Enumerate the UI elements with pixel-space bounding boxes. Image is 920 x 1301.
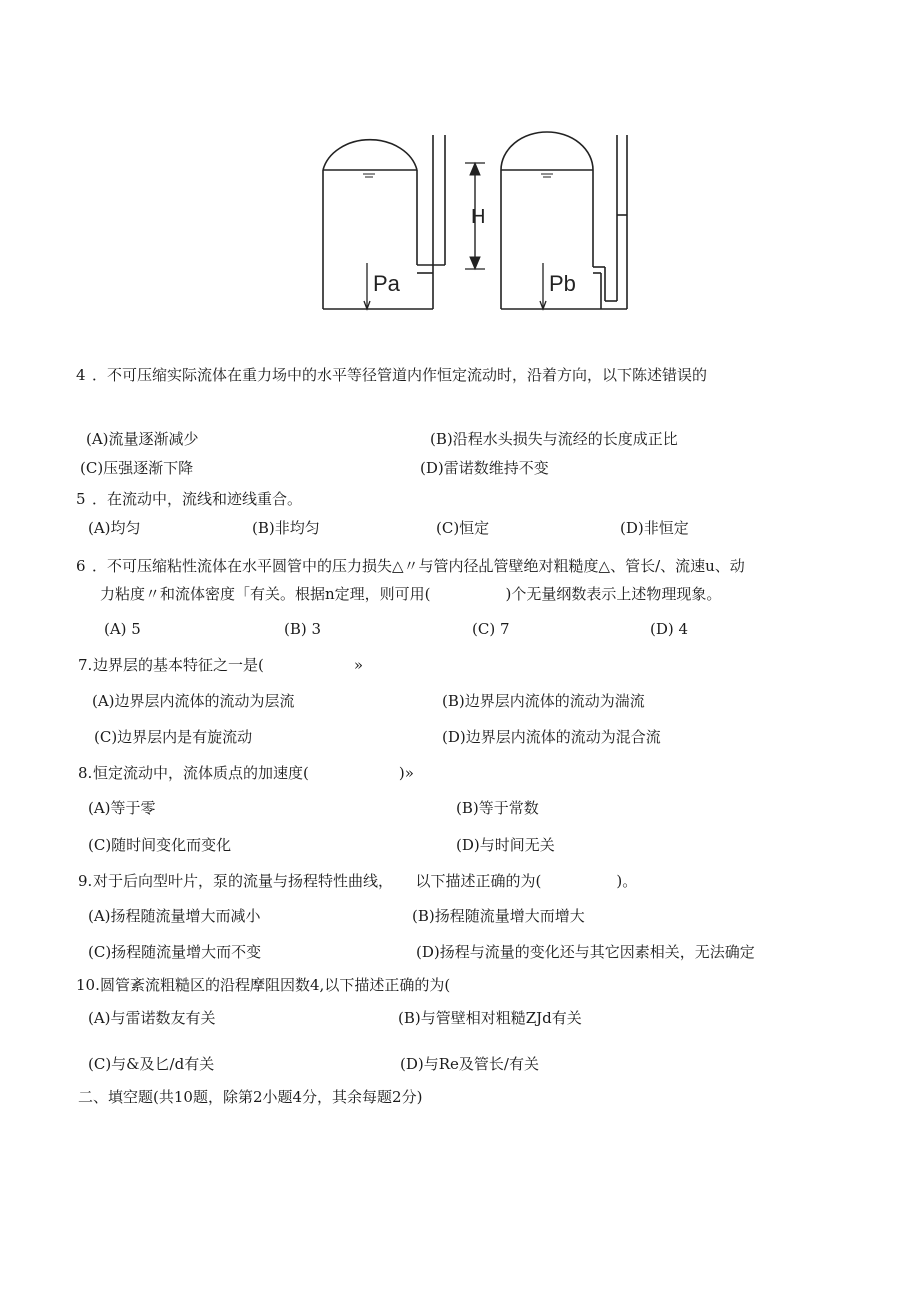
question-8-option-c: (C)随时间变化而变化 xyxy=(88,836,232,854)
question-4-number: 4 xyxy=(76,366,86,384)
question-6-option-c: (C) 7 xyxy=(472,620,510,638)
question-10-stem: 圆管紊流粗糙区的沿程摩阻因数4,以下描述正确的为( xyxy=(100,976,451,994)
question-10-option-c: (C)与&及匕/d有关 xyxy=(88,1055,215,1073)
question-4-option-c: (C)压强逐渐下降 xyxy=(80,459,194,477)
question-8-number: 8. xyxy=(78,764,93,782)
tank-manometer-figure xyxy=(315,125,645,315)
question-6-stem-line-1: ．不可压缩粘性流体在水平圆管中的压力损失△〃与管内径乩管壁绝对粗糙度△、管长/、流速u、动 xyxy=(92,557,745,575)
question-4-option-a: (A)流量逐渐减少 xyxy=(86,430,199,448)
question-6-option-a: (A) 5 xyxy=(104,620,141,638)
question-6-option-b: (B) 3 xyxy=(284,620,322,638)
question-5-stem: ．在流动中，流线和迹线重合。 xyxy=(92,490,303,508)
question-10-option-d: (D)与Re及管长/有关 xyxy=(400,1055,539,1073)
section-heading-fill-in: 二、填空题(共10题，除第2小题4分，其余每题2分) xyxy=(78,1088,423,1106)
question-4-option-b: (B)沿程水头损失与流经的长度成正比 xyxy=(430,430,678,448)
question-10-number: 10. xyxy=(76,976,100,994)
question-8-option-b: (B)等于常数 xyxy=(456,799,539,817)
left-tank-label: Pa xyxy=(373,271,400,296)
question-9-option-d: (D)扬程与流量的变化还与其它因素相关，无法确定 xyxy=(416,943,755,961)
question-6-stem-line-2: 力粘度〃和流体密度「有关。根据n定理，则可用( )个无量纲数表示上述物理现象。 xyxy=(100,585,722,603)
question-5-option-d: (D)非恒定 xyxy=(620,519,689,537)
question-9-option-c: (C)扬程随流量增大而不变 xyxy=(88,943,262,961)
question-9-stem: 对于后向型叶片，泵的流量与扬程特性曲线， 以下描述正确的为( )。 xyxy=(93,872,638,890)
question-10-option-b: (B)与管壁相对粗糙ZJd有关 xyxy=(398,1009,582,1027)
question-8-stem: 恒定流动中，流体质点的加速度( )» xyxy=(93,764,414,782)
question-8-option-d: (D)与时间无关 xyxy=(456,836,555,854)
question-4-option-d: (D)雷诺数维持不变 xyxy=(420,459,549,477)
question-7-stem: 边界层的基本特征之一是( » xyxy=(93,656,364,674)
question-5-option-c: (C)恒定 xyxy=(436,519,490,537)
left-tank-outline xyxy=(323,140,417,170)
question-9-number: 9. xyxy=(78,872,93,890)
question-9-option-b: (B)扬程随流量增大而增大 xyxy=(412,907,585,925)
question-6-number: 6 xyxy=(76,557,86,575)
question-8-option-a: (A)等于零 xyxy=(88,799,156,817)
question-7-option-d: (D)边界层内流体的流动为混合流 xyxy=(442,728,661,746)
question-5-number: 5 xyxy=(76,490,86,508)
right-tank-label: Pb xyxy=(549,271,576,296)
right-tank-outline xyxy=(501,132,593,170)
height-label: H xyxy=(471,206,486,228)
question-7-option-a: (A)边界层内流体的流动为层流 xyxy=(92,692,295,710)
question-5-option-b: (B)非均匀 xyxy=(252,519,320,537)
question-10-option-a: (A)与雷诺数友有关 xyxy=(88,1009,216,1027)
question-9-option-a: (A)扬程随流量增大而减小 xyxy=(88,907,261,925)
question-7-number: 7. xyxy=(78,656,93,674)
question-6-option-d: (D) 4 xyxy=(650,620,689,638)
question-4-stem: ．不可压缩实际流体在重力场中的水平等径管道内作恒定流动时，沿着方向，以下陈述错误的 xyxy=(92,366,708,384)
question-7-option-c: (C)边界层内是有旋流动 xyxy=(94,728,253,746)
question-5-option-a: (A)均匀 xyxy=(88,519,141,537)
question-7-option-b: (B)边界层内流体的流动为湍流 xyxy=(442,692,645,710)
